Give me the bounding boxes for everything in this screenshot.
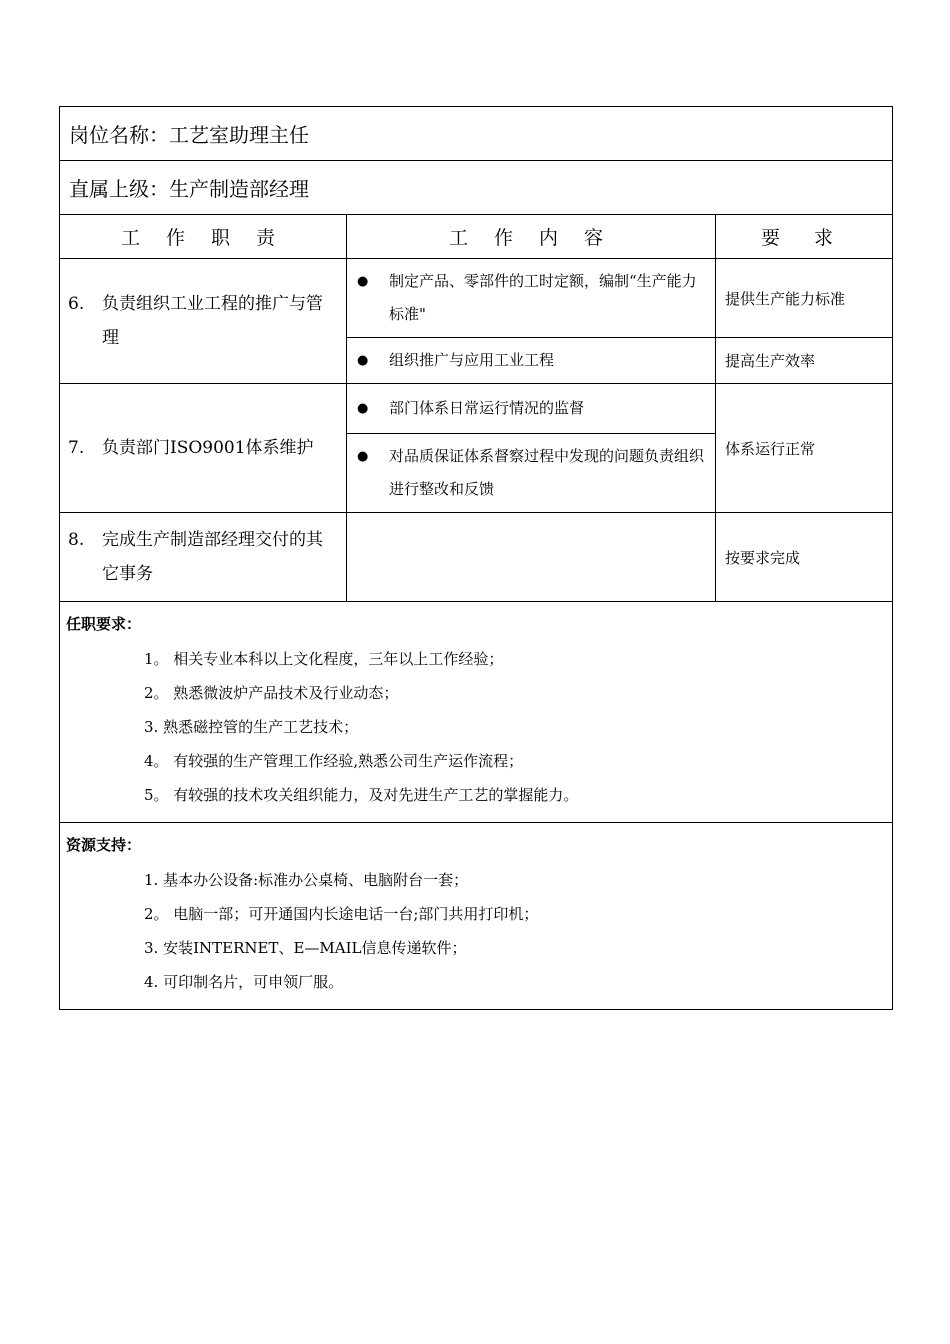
qualifications-cell [60,602,893,823]
column-header-requirement: 要 求 [716,215,893,259]
content-text: 部门体系日常运行情况的监督 [389,399,585,417]
job-table [59,106,893,1010]
bullet-icon: ● [357,401,369,416]
content-item [347,259,715,337]
bullet-icon: ● [357,274,369,289]
content-item [347,434,715,512]
supervisor: 直属上级：生产制造部经理 [60,161,893,215]
qualification-item: 4。 有较强的生产管理工作经验,熟悉公司生产运作流程； [144,752,524,770]
duty-row [60,384,893,434]
qualifications-title: 任职要求： [66,615,142,633]
requirement-cell: 提供生产能力标准 [716,259,893,338]
duty-cell [60,513,347,602]
job-description-document [59,106,892,1010]
content-cell-empty [347,513,716,602]
qualification-item: 3. 熟悉磁控管的生产工艺技术； [144,718,359,736]
duty-number: 7. [68,438,85,458]
qualification-item: 2。 熟悉微波炉产品技术及行业动态； [144,684,399,702]
duty-row [60,259,893,338]
resources-section [60,823,893,1010]
resource-item: 3. 安装INTERNET、E—MAIL信息传递软件； [144,939,467,957]
content-item [347,384,715,433]
duty-row [60,513,893,602]
duty-cell [60,259,347,384]
resource-item: 2。 电脑一部；可开通国内长途电话一台;部门共用打印机； [144,905,539,923]
content-text: 对品质保证体系督察过程中发现的问题负责组织进行整改和反馈 [389,447,705,498]
duty-text: 负责部门ISO9001体系维护 [102,438,314,458]
requirement-cell: 体系运行正常 [716,384,893,513]
column-header-content: 工 作 内 容 [347,215,716,259]
duty-cell [60,384,347,513]
requirement-cell: 按要求完成 [716,513,893,602]
content-cell [347,434,716,513]
column-header-duty: 工 作 职 责 [60,215,347,259]
content-cell [347,338,716,384]
bullet-icon: ● [357,449,369,464]
qualification-item: 5。 有较强的技术攻关组织能力，及对先进生产工艺的掌握能力。 [144,786,579,804]
duty-number: 8. [68,530,85,550]
column-header-row [60,215,893,259]
content-cell [347,384,716,434]
duty-text: 完成生产制造部经理交付的其它事务 [102,530,323,584]
content-cell [347,259,716,338]
resources-title: 资源支持： [66,836,142,854]
resource-item: 1. 基本办公设备:标准办公桌椅、电脑附台一套； [144,871,469,889]
content-item [347,338,715,383]
qualifications-section [60,602,893,823]
qualification-item: 1。 相关专业本科以上文化程度，三年以上工作经验； [144,650,504,668]
duty-text: 负责组织工业工程的推广与管理 [102,294,323,348]
requirement-cell: 提高生产效率 [716,338,893,384]
content-text: 制定产品、零部件的工时定额，编制“生产能力标准" [389,272,697,323]
duty-number: 6. [68,294,85,314]
resource-item: 4. 可印制名片，可申领厂服。 [144,973,344,991]
position-title: 岗位名称：工艺室助理主任 [60,107,893,161]
resources-cell [60,823,893,1010]
content-text: 组织推广与应用工业工程 [389,351,555,369]
bullet-icon: ● [357,353,369,368]
